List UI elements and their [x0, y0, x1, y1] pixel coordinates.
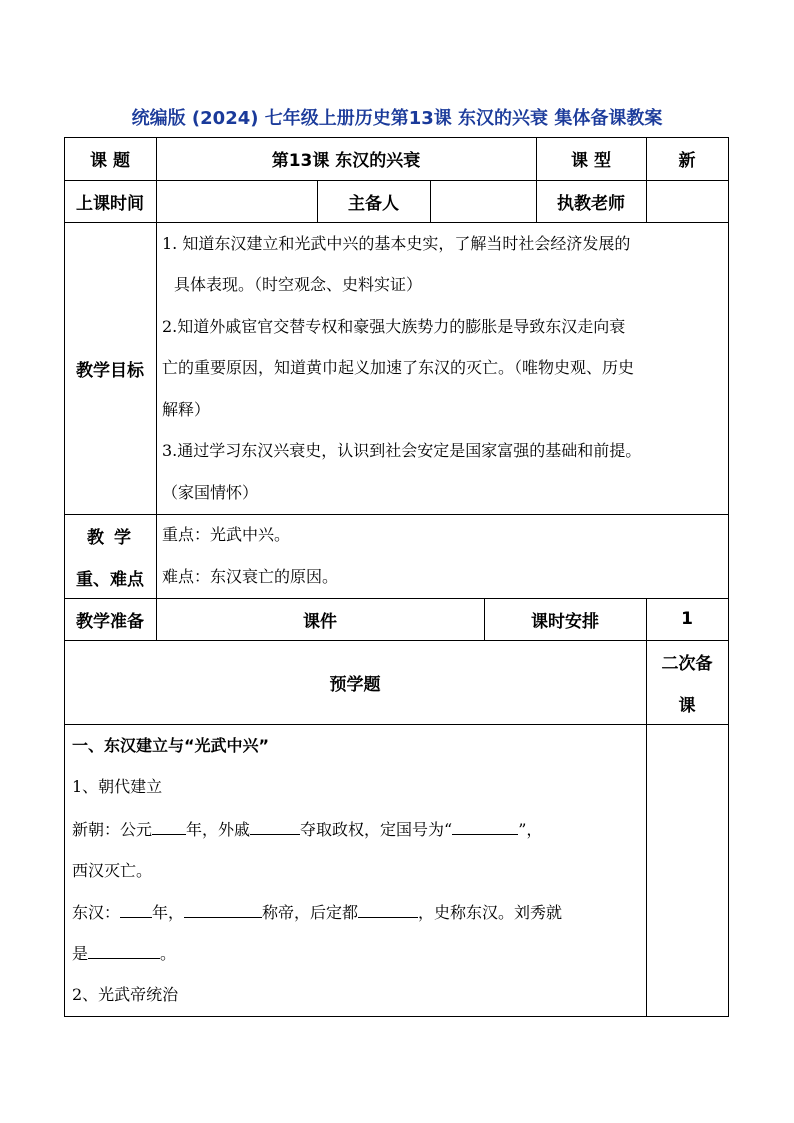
text-fragment: 夺取政权，定国号为“ [300, 820, 453, 839]
answer-blank[interactable] [184, 901, 262, 918]
text-fragment: 年， [152, 903, 185, 922]
objective-line: 1. 知道东汉建立和光武中兴的基本史实，了解当时社会经济发展的 [162, 234, 631, 253]
subsection-title: 2、光武帝统治 [72, 985, 179, 1004]
text-fragment: 称帝，后定都 [262, 903, 359, 922]
answer-blank[interactable] [250, 818, 300, 835]
objective-line: 3.通过学习东汉兴衰史，认识到社会安定是国家富强的基础和前提。 [162, 441, 642, 460]
difficult-point: 难点：东汉衰亡的原因。 [162, 567, 339, 586]
answer-blank[interactable] [152, 818, 186, 835]
fill-blank-xin-end: 西汉灭亡。 [72, 861, 153, 880]
text-fragment: ，史称东汉。刘秀就 [418, 903, 563, 922]
key-point: 重点：光武中兴。 [162, 525, 291, 544]
lesson-type-label: 课 型 [571, 151, 611, 171]
text-fragment: 年，外戚 [186, 820, 251, 839]
section-title: 一、东汉建立与“光武中兴” [72, 736, 270, 755]
lesson-title: 第13课 东汉的兴衰 [271, 151, 421, 171]
secondary-prep-line1: 二次备 [661, 653, 713, 674]
teacher-value [646, 180, 728, 222]
objective-line: 具体表现。（时空观念、史料实证） [174, 275, 423, 294]
objective-line: （家国情怀） [162, 483, 259, 502]
text-fragment: 东汉： [72, 903, 121, 922]
objective-line: 亡的重要原因，知道黄巾起义加速了东汉的灭亡。（唯物史观、历史 [162, 358, 635, 377]
lesson-type-value: 新 [678, 151, 696, 171]
table-rule [64, 724, 729, 725]
answer-blank[interactable] [88, 942, 160, 959]
prep-label: 教学准备 [76, 611, 144, 632]
objective-line: 2.知道外戚宦官交替专权和豪强大族势力的膨胀是导致东汉走向衰 [162, 317, 626, 336]
prep-value: 课件 [303, 611, 337, 632]
teacher-label: 执教老师 [557, 193, 625, 214]
table-rule [64, 514, 729, 515]
fill-blank-dong [72, 901, 562, 924]
subsection-title: 1、朝代建立 [72, 777, 163, 796]
main-preparer-value [430, 180, 536, 222]
text-fragment: ”， [518, 820, 543, 839]
schedule-value: 1 [681, 609, 693, 629]
class-time-value [156, 180, 317, 222]
preview-header: 预学题 [329, 674, 381, 695]
text-fragment: 。 [160, 944, 177, 963]
schedule-label: 课时安排 [531, 611, 599, 632]
table-border-bottom [64, 1016, 729, 1017]
answer-blank[interactable] [452, 818, 518, 835]
keypoints-label-line2: 重、难点 [76, 569, 144, 590]
objectives-label: 教学目标 [76, 360, 144, 381]
page-title: 统编版 (2024) 七年级上册历史第13课 东汉的兴衰 集体备课教案 [131, 108, 663, 129]
class-time-label: 上课时间 [76, 193, 144, 214]
fill-blank-xin [72, 818, 542, 841]
table-border-right [728, 137, 729, 1017]
text-fragment: 是 [72, 944, 89, 963]
fill-blank-dong-end [72, 942, 176, 965]
text-fragment: 新朝：公元 [72, 820, 153, 839]
secondary-prep-line2: 课 [678, 695, 696, 716]
main-preparer-label: 主备人 [348, 193, 399, 214]
table-rule [64, 222, 729, 223]
objective-line: 解释） [162, 400, 211, 419]
lesson-label: 课 题 [90, 151, 130, 171]
answer-blank[interactable] [358, 901, 418, 918]
answer-blank[interactable] [120, 901, 152, 918]
keypoints-label-line1: 教 学 [87, 527, 133, 548]
